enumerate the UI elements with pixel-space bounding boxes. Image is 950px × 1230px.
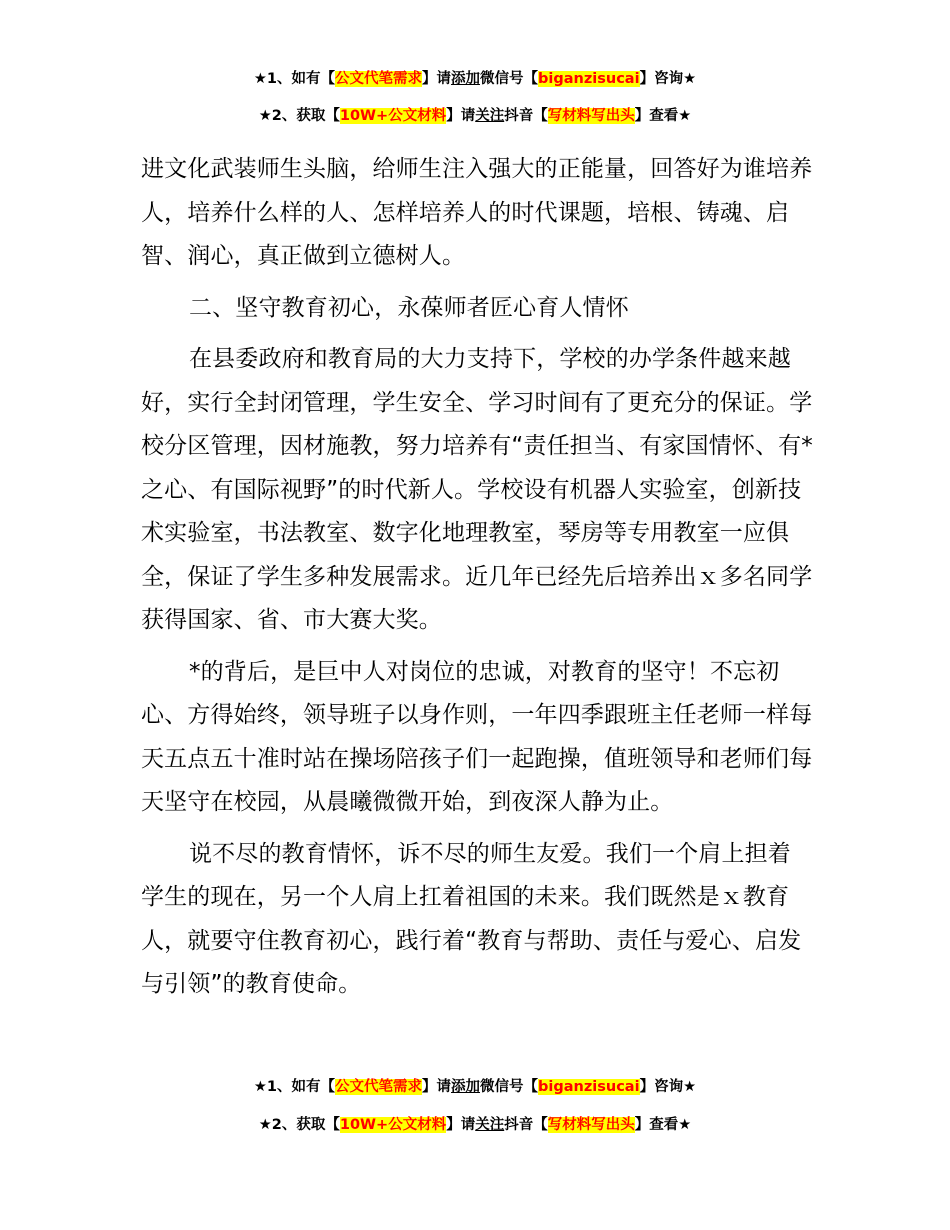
section-heading: 二、坚守教育初心，永葆师者匠心育人情怀	[189, 294, 629, 321]
paragraph-dedication: *的背后，是巨中人对岗位的忠诚，对教育的坚守！不忘初心、方得始终，领导班子以身作则，一年四季跟班主任老师一样每天五点五十准时站在操场陪孩子们一起跑操，值班领导和老师们每天坚守在校园，从晨曦微微开始，到夜深人静为止。	[141, 658, 813, 815]
paragraph-continuation: 进文化武装师生头脑，给师生注入强大的正能量，回答好为谁培养人，培养什么样的人、怎样培养人的时代课题，培根、铸魂、启智、润心，真正做到立德树人。	[141, 156, 813, 269]
header-line1-underline: 添加	[451, 71, 481, 87]
footer-line1-suffix: 】咨询★	[639, 1079, 697, 1095]
header-line1-suffix: 】咨询★	[639, 71, 697, 87]
header-line1-highlight-wechat: biganzisucai	[538, 71, 640, 87]
header-line2-mid2: 抖音【	[504, 108, 548, 124]
header-line2-suffix: 】查看★	[634, 108, 692, 124]
paragraph-education-mission: 说不尽的教育情怀，诉不尽的师生友爱。我们一个肩上担着学生的现在，另一个人肩上扛着祖国的未来。我们既然是ｘ教育人，就要守住教育初心，践行着“教育与帮助、责任与爱心、启发与引领”的教育使命。	[141, 840, 802, 997]
footer-line1-prefix: ★1、如有【	[253, 1079, 336, 1095]
header-ad-line-2	[0, 105, 950, 127]
footer-line2-highlight-douyin: 写材料写出头	[547, 1117, 635, 1133]
header-line1-mid1: 】请	[422, 71, 452, 87]
header-line2-highlight-materials: 10W+公文材料	[339, 108, 447, 124]
header-line1-prefix: ★1、如有【	[253, 71, 336, 87]
header-line2-mid1: 】请	[446, 108, 476, 124]
footer-line2-mid2: 抖音【	[504, 1117, 548, 1133]
footer-line2-suffix: 】查看★	[634, 1117, 692, 1133]
paragraph-school-conditions: 在县委政府和教育局的大力支持下，学校的办学条件越来越好，实行全封闭管理，学生安全、学习时间有了更充分的保证。学校分区管理，因材施教，努力培养有“责任担当、有家国情怀、有*之心、有国际视野”的时代新人。学校设有机器人实验室，创新技术实验室，书法教室、数字化地理教室，琴房等专用教室一应俱全，保证了学生多种发展需求。近几年已经先后培养出ｘ多名同学获得国家、省、市大赛大奖。	[141, 346, 813, 633]
footer-line1-underline: 添加	[451, 1079, 481, 1095]
footer-line2-underline: 关注	[475, 1117, 505, 1133]
footer-line2-mid1: 】请	[446, 1117, 476, 1133]
footer-line1-highlight-wechat: biganzisucai	[538, 1079, 640, 1095]
header-line2-underline: 关注	[475, 108, 505, 124]
footer-ad-line-2	[0, 1114, 950, 1136]
footer-line1-highlight-service: 公文代笔需求	[335, 1079, 423, 1095]
document-body	[141, 148, 813, 1007]
header-line2-highlight-douyin: 写材料写出头	[547, 108, 635, 124]
footer-line1-mid2: 微信号【	[480, 1079, 539, 1095]
header-line1-highlight-service: 公文代笔需求	[335, 71, 423, 87]
footer-line2-prefix: ★2、获取【	[258, 1117, 340, 1133]
footer-ad-line-1	[0, 1076, 950, 1098]
header-ad-line-1	[0, 68, 950, 90]
footer-line2-highlight-materials: 10W+公文材料	[339, 1117, 447, 1133]
header-line1-mid2: 微信号【	[480, 71, 539, 87]
header-line2-prefix: ★2、获取【	[258, 108, 340, 124]
footer-line1-mid1: 】请	[422, 1079, 452, 1095]
